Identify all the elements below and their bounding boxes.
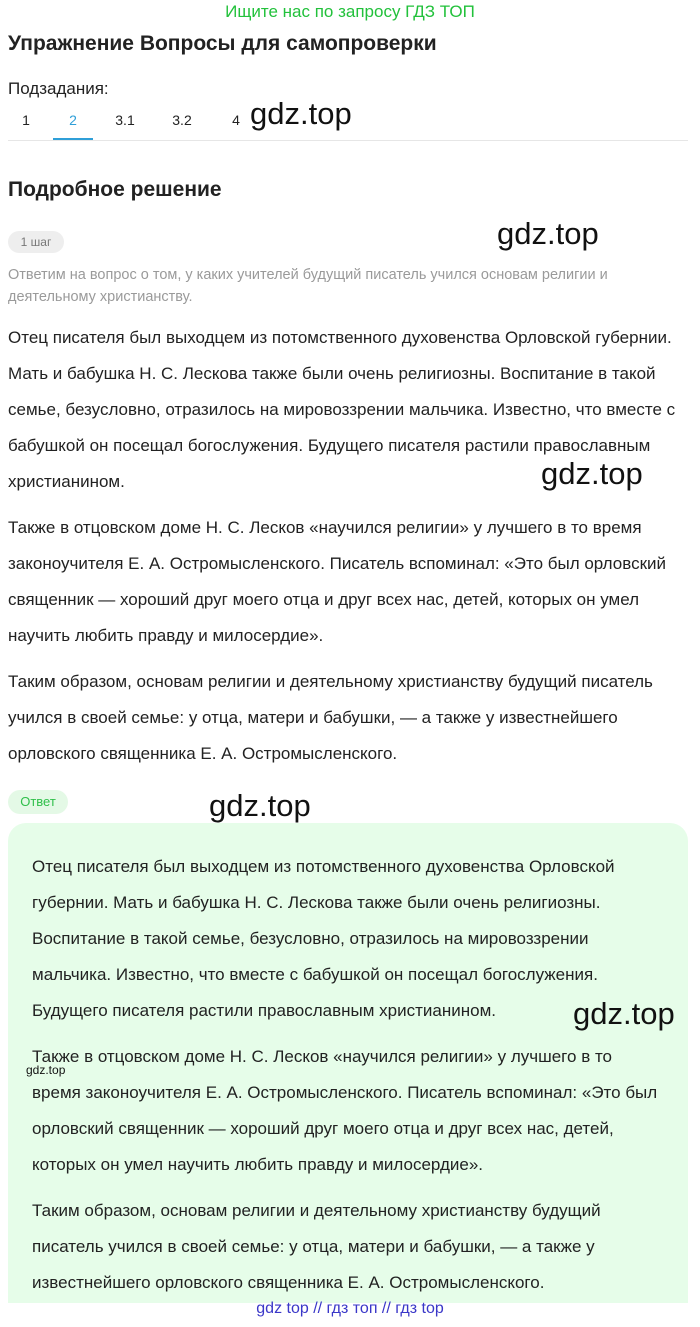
watermark: gdz.top [250, 96, 352, 131]
solution-text [8, 320, 692, 782]
watermark-small: gdz.top [26, 1063, 66, 1077]
solution-paragraph: Отец писателя был выходцем из потомственного духовенства Орловской губернии. Мать и бабушка Н. С. Лескова также были очень религиозны. Воспитание в такой семье, безусловно, отразилось на мировоззрении мальчика. Известно, что вместе с бабушкой он посещал богослужения. Будущего писателя растили православным христианином. [8, 328, 676, 491]
subtasks-label: Подзадания: [8, 79, 109, 98]
answer-paragraph: Таким образом, основам религии и деятельному христианству будущий писатель учился в своей семье: у отца, матери и бабушки, — а также у известнейшего орловского священника Е. А. Остромысленского. [32, 1201, 601, 1292]
subtask-tab-2[interactable]: 2 [69, 112, 77, 128]
exercise-title: Упражнение Вопросы для самопроверки [8, 32, 437, 55]
answer-paragraph: Также в отцовском доме Н. С. Лесков «научился религии» у лучшего в то время законоучителя Е. А. Остромысленского. Писатель вспоминал: «Это был орловский священник — хороший друг моего отца и друг всех нас, детей, которых он умел научить любить правду и милосердие». [32, 1047, 658, 1174]
answer-box [8, 823, 688, 1303]
tabs-divider [8, 140, 688, 141]
solution-paragraph: Таким образом, основам религии и деятельному христианству будущий писатель учился в своей семье: у отца, матери и бабушки, — а также у известнейшего орловского священника Е. А. Остромысленского. [8, 672, 653, 763]
footer-links[interactable]: gdz top // гдз топ // гдз top [256, 1300, 444, 1317]
answer-paragraph: Отец писателя был выходцем из потомственного духовенства Орловской губернии. Мать и бабушка Н. С. Лескова также были очень религиозны. Воспитание в такой семье, безусловно, отразилось на мировоззрении мальчика. Известно, что вместе с бабушкой он посещал богослужения. Будущего писателя растили православным христианином. [32, 857, 615, 1020]
top-banner[interactable]: Ищите нас по запросу ГДЗ ТОП [225, 2, 475, 21]
step-badge: 1 шаг [8, 231, 64, 253]
step-intro: Ответим на вопрос о том, у каких учителей будущий писатель учился основам религии и деятельному христианству. [8, 267, 608, 305]
watermark: gdz.top [497, 216, 599, 251]
subtask-tab-4[interactable]: 4 [232, 112, 240, 128]
answer-badge: Ответ [8, 790, 68, 814]
section-title: Подробное решение [8, 178, 222, 201]
solution-paragraph: Также в отцовском доме Н. С. Лесков «научился религии» у лучшего в то время законоучителя Е. А. Остромысленского. Писатель вспоминал: «Это был орловский священник — хороший друг моего отца и друг всех нас, детей, которых он умел научить любить правду и милосердие». [8, 518, 667, 645]
watermark: gdz.top [209, 788, 311, 823]
subtask-tab-3-1[interactable]: 3.1 [115, 112, 135, 128]
subtask-tab-3-2[interactable]: 3.2 [172, 112, 192, 128]
watermark: gdz.top [541, 456, 643, 491]
watermark: gdz.top [573, 996, 675, 1031]
subtask-tab-1[interactable]: 1 [22, 112, 30, 128]
